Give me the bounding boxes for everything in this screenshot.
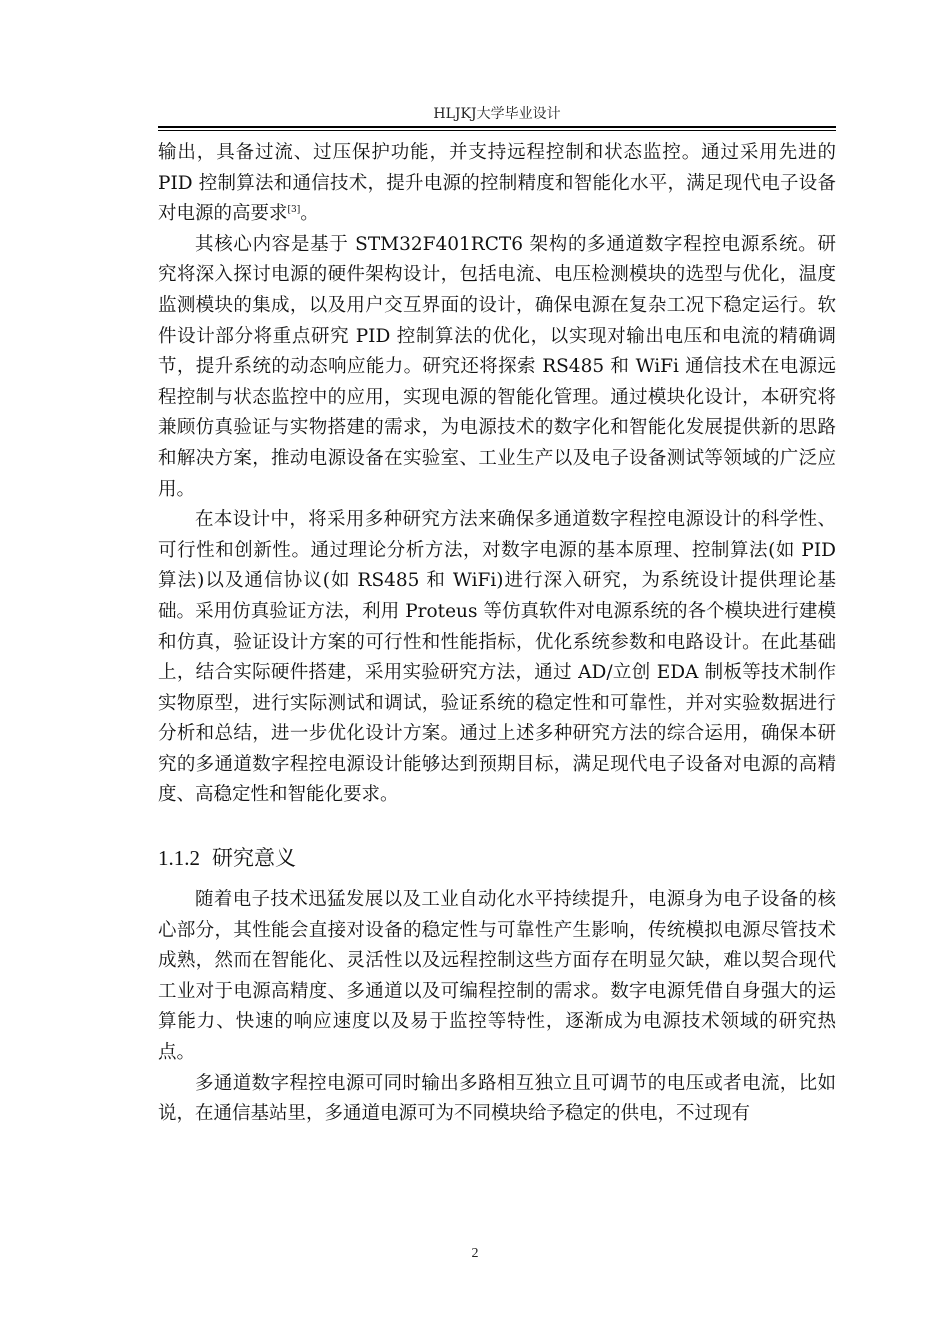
section-heading (158, 841, 836, 875)
header-rule-thick (158, 126, 836, 128)
paragraph-core-content: 其核心内容是基于 STM32F401RCT6 架构的多通道数字程控电源系统。研究将深入探讨电源的硬件架构设计，包括电流、电压检测模块的选型与优化，温度监测模块的集成，以及用户交互界面的设计，确保电源在复杂工况下稳定运行。软件设计部分将重点研究 PID 控制算法的优化，以实现对输出电压和电流的精确调节，提升系统的动态响应能力。研究还将探索 RS485 和 WiFi 通信技术在电源远程控制与状态监控中的应用，实现电源的智能化管理。通过模块化设计，本研究将兼顾仿真验证与实物搭建的需求，为电源技术的数字化和智能化发展提供新的思路和解决方案，推动电源设备在实验室、工业生产以及电子设备测试等领域的广泛应用。 (158, 233, 836, 500)
paragraph-end-punct: 。 (300, 203, 319, 225)
section-title: 研究意义 (212, 846, 296, 871)
page-number: 2 (471, 1246, 479, 1261)
citation-marker[interactable]: [3] (287, 205, 301, 216)
paragraph-research-methods: 在本设计中，将采用多种研究方法来确保多通道数字程控电源设计的科学性、可行性和创新性。通过理论分析方法，对数字电源的基本原理、控制算法(如 PID 算法)以及通信协议(如 RS485 和 WiFi)进行深入研究，为系统设计提供理论基础。采用仿真验证方法，利用 Proteus 等仿真软件对电源系统的各个模块进行建模和仿真，验证设计方案的可行性和性能指标，优化系统参数和电路设计。在此基础上，结合实际硬件搭建，采用实验研究方法，通过 AD/立创 EDA 制板等技术制作实物原型，进行实际测试和调试，验证系统的稳定性和可靠性，并对实验数据进行分析和总结，进一步优化设计方案。通过上述多种研究方法的综合运用，确保本研究的多通道数字程控电源设计能够达到预期目标，满足现代电子设备对电源的高精度、高稳定性和智能化要求。 (158, 509, 836, 806)
paragraph-text: 输出，具备过流、过压保护功能，并支持远程控制和状态监控。通过采用先进的 PID 控制算法和通信技术，提升电源的控制精度和智能化水平，满足现代电子设备对电源的高要求 (158, 142, 836, 225)
header-rule-thin (158, 130, 836, 131)
page-header-title: HLJKJ大学毕业设计 (433, 106, 561, 122)
paragraph-multichannel: 多通道数字程控电源可同时输出多路相互独立且可调节的电压或者电流，比如说，在通信基站里，多通道电源可为不同模块给予稳定的供电，不过现有 (158, 1072, 836, 1125)
body-text (158, 138, 836, 1130)
paragraph-significance: 随着电子技术迅猛发展以及工业自动化水平持续提升，电源身为电子设备的核心部分，其性能会直接对设备的稳定性与可靠性产生影响，传统模拟电源尽管技术成熟，然而在智能化、灵活性以及远程控制这些方面存在明显欠缺，难以契合现代工业对于电源高精度、多通道以及可编程控制的需求。数字电源凭借自身强大的运算能力、快速的响应速度以及易于监控等特性，逐渐成为电源技术领域的研究热点。 (158, 889, 836, 1064)
section-number: 1.1.2 (158, 846, 200, 871)
paragraph-continuation (158, 138, 836, 230)
